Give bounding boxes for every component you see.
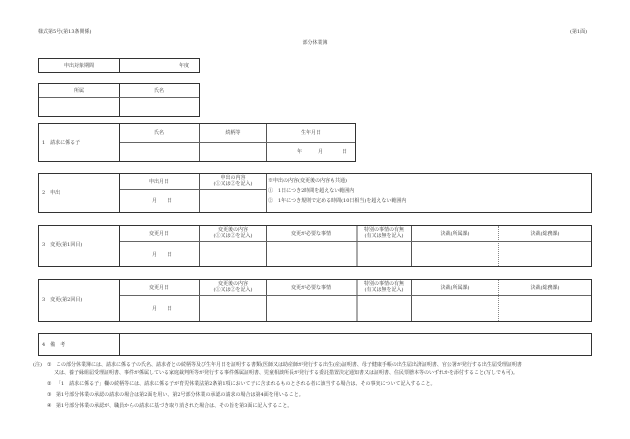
- change-content-header: 変更後の内容: [217, 227, 249, 233]
- birth-year[interactable]: 年: [297, 149, 303, 155]
- remarks-label: 4 備 考: [42, 342, 66, 348]
- change-content-sub: (①又は②を記入): [213, 287, 253, 293]
- period-table: [38, 58, 200, 73]
- dept-field[interactable]: [39, 98, 119, 116]
- special-header: 特別の事情の有無: [363, 281, 405, 287]
- page-title: 部分休業簿: [302, 40, 328, 46]
- child-name-header: 氏名: [153, 130, 165, 136]
- note-text: 「1 請求に係る子」欄の続柄等には、請求に係る子が育児休業法第2条第1項において子に含まれるものとされる者に該当する場合は、その事実について記入すること。: [56, 381, 436, 387]
- change-table-1: [38, 225, 592, 267]
- change-month[interactable]: 月: [152, 306, 158, 312]
- period-value[interactable]: 年度: [179, 63, 190, 69]
- request-content-sub: (①又は②を記入): [213, 181, 253, 187]
- birth-month[interactable]: 月: [318, 149, 324, 155]
- note-mark: ②: [47, 381, 52, 387]
- form-number: 様式第5号(第13条関係): [38, 29, 92, 35]
- note-text: この部分休業簿には、請求に係る子の氏名、請求者との続柄等及び生年月日を証明する書類(医師又は助産師が発行する出生(産)証明書、母子健康手帳の出生届出済証明書、官公署が発行する出生届受理証明書: [56, 362, 522, 368]
- request-month[interactable]: 月: [152, 198, 158, 204]
- child-table: [38, 123, 356, 162]
- remarks-field[interactable]: [121, 334, 591, 355]
- change-label-1: 3 変更(第1回目): [42, 242, 83, 248]
- note-mark: ④: [47, 403, 52, 409]
- change-day[interactable]: 日: [167, 252, 173, 258]
- change-content-sub: (①又は②を記入): [213, 233, 253, 239]
- change-table-2: [38, 279, 592, 322]
- change-date-header: 変更月日: [148, 285, 170, 291]
- dept-header: 所属: [73, 88, 85, 94]
- remarks-table: [38, 333, 592, 356]
- name-header: 氏名: [153, 88, 165, 94]
- note-mark: ③: [47, 392, 52, 398]
- request-content-header: 申出の内容: [220, 175, 246, 181]
- change-reason-header: 変更が必要な事情: [290, 231, 332, 237]
- name-field[interactable]: [120, 98, 200, 116]
- child-relation-header: 続柄等: [225, 130, 241, 136]
- request-option-1: ① 1日につき2時間を超えない範囲内: [268, 188, 355, 194]
- approve-general-header: 決裁(総務課): [530, 285, 560, 291]
- request-table: [38, 173, 592, 213]
- child-label: 1 請求に係る子: [42, 140, 81, 146]
- request-date-header: 申出月日: [148, 179, 170, 185]
- approve-dept-header: 決裁(所属課): [440, 231, 470, 237]
- change-day[interactable]: 日: [167, 306, 173, 312]
- note-text: 第1号部分休業の承認が、職員からの請求に基づき取り消された場合は、その旨を第3面に記入すること。: [56, 403, 293, 409]
- page-indicator: (第1面): [570, 29, 588, 35]
- special-sub: (有又は無を記入): [364, 287, 404, 293]
- change-label-2: 3 変更(第2回目): [42, 297, 83, 303]
- change-month[interactable]: 月: [152, 252, 158, 258]
- request-option-2: ② 1年につき規則で定める時間(10日相当)を超えない範囲内: [268, 198, 407, 204]
- approve-dept-header: 決裁(所属課): [440, 285, 470, 291]
- child-birth-header: 生年月日: [300, 130, 322, 136]
- request-note: ※申出の内容(変更後の内容も共通): [268, 178, 347, 184]
- person-table: [38, 83, 200, 117]
- period-label: 申出対象期間: [63, 63, 95, 69]
- change-date-header: 変更月日: [148, 231, 170, 237]
- birth-day[interactable]: 日: [342, 149, 348, 155]
- approve-general-header: 決裁(総務課): [530, 231, 560, 237]
- note-text: 又は、養子縁組届受理証明書、事件が係属している家庭裁判所等が発行する事件係属証明書、児童相談所長が発行する委託措置決定通知書又は証明書、住民票謄本等のいずれかを添付すること(写しでも可)。: [54, 370, 518, 376]
- request-day[interactable]: 日: [167, 198, 173, 204]
- note-text: 第1号部分休業の承認の請求の場合は第2面を用い、第2号部分休業の承認の請求の場合は第4面を用いること。: [56, 392, 304, 398]
- special-sub: (有又は無を記入): [364, 233, 404, 239]
- change-content-header: 変更後の内容: [217, 281, 249, 287]
- special-header: 特別の事情の有無: [363, 227, 405, 233]
- change-reason-header: 変更が必要な事情: [290, 285, 332, 291]
- request-label: 2 申出: [42, 190, 61, 196]
- note-mark: ①: [47, 362, 52, 368]
- notes-prefix: (注): [33, 362, 42, 368]
